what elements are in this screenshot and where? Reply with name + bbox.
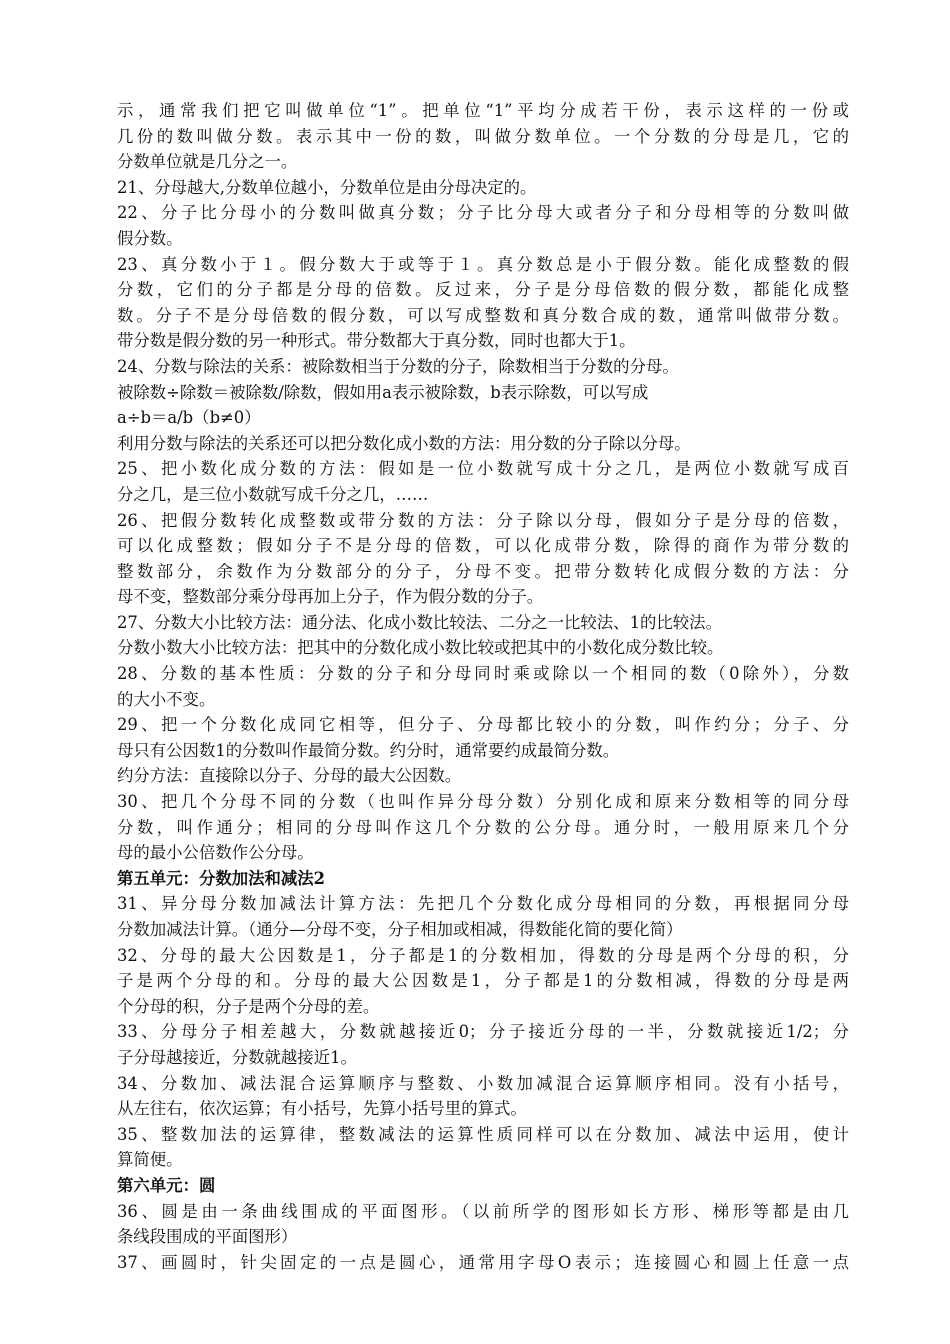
text-line: 24、分数与除法的关系：被除数相当于分数的分子，除数相当于分数的分母。 (117, 356, 679, 376)
text-line: 被除数÷除数＝被除数/除数，假如用a表示被除数，b表示除数，可以写成 (117, 382, 649, 402)
text-line: 35、整数加法的运算律，整数减法的运算性质同样可以在分数加、减法中运用，使计 (117, 1124, 849, 1144)
section-heading: 第五单元：分数加法和减法2 (117, 868, 326, 888)
text-line: 带分数是假分数的另一种形式。带分数都大于真分数，同时也都大于1。 (117, 331, 636, 351)
text-line: 29、把一个分数化成同它相等，但分子、分母都比较小的分数，叫作约分；分子、分 (117, 715, 849, 735)
text-line: 37、画圆时，针尖固定的一点是圆心，通常用字母O表示；连接圆心和圆上任意一点 (117, 1252, 849, 1272)
text-line: 21、分母越大,分数单位越小，分数单位是由分母决定的。 (117, 177, 537, 197)
text-line: 整数部分，余数作为分数部分的分子，分母不变。把带分数转化成假分数的方法：分 (117, 561, 849, 581)
text-line: 分数小数大小比较方法：把其中的分数化成小数比较或把其中的小数化成分数比较。 (117, 638, 724, 658)
text-line: 子分母越接近，分数就越接近1。 (117, 1047, 357, 1067)
text-line: 32、分母的最大公因数是1，分子都是1的分数相加，得数的分母是两个分母的积，分 (117, 945, 849, 965)
text-line: 23、真分数小于１。假分数大于或等于１。真分数总是小于假分数。能化成整数的假 (117, 254, 849, 274)
text-line: 分数，叫作通分；相同的分母叫作这几个分数的公分母。通分时，一般用原来几个分 (117, 817, 849, 837)
text-line: 34、分数加、减法混合运算顺序与整数、小数加减混合运算顺序相同。没有小括号， (117, 1073, 849, 1093)
text-line: 28、分数的基本性质：分数的分子和分母同时乘或除以一个相同的数（0除外），分数 (117, 664, 849, 684)
text-line: 33、分母分子相差越大，分数就越接近0；分子接近分母的一半，分数就接近1/2；分 (117, 1022, 849, 1042)
text-line: 分之几，是三位小数就写成千分之几，…… (117, 484, 429, 504)
text-line: 母的最小公倍数作公分母。 (117, 843, 314, 863)
text-line: 27、分数大小比较方法：通分法、化成小数比较法、二分之一比较法、1的比较法。 (117, 612, 722, 632)
text-line: 分数单位就是几分之一。 (117, 152, 298, 172)
text-line: a÷b＝a/b（b≠0） (117, 408, 261, 428)
text-line: 可以化成整数；假如分子不是分母的倍数，可以化成带分数，除得的商作为带分数的 (117, 536, 849, 556)
text-line: 个分母的积，分子是两个分母的差。 (117, 996, 380, 1016)
text-line: 假分数。 (117, 228, 183, 248)
text-line: 母只有公因数1的分数叫作最简分数。约分时，通常要约成最简分数。 (117, 740, 620, 760)
text-line: 母不变，整数部分乘分母再加上分子，作为假分数的分子。 (117, 587, 544, 607)
text-line: 分数，它们的分子都是分母的倍数。反过来，分子是分母倍数的假分数，都能化成整 (117, 280, 849, 300)
text-line: 条线段围成的平面图形） (117, 1227, 298, 1247)
text-line: 25、把小数化成分数的方法：假如是一位小数就写成十分之几，是两位小数就写成百 (117, 459, 849, 479)
text-line: 分数加减法计算。（通分—分母不变，分子相加或相减，得数能化简的要化简） (117, 920, 683, 939)
text-line: 子是两个分母的和。分母的最大公因数是1，分子都是1的分数相减，得数的分母是两 (117, 971, 849, 991)
text-line: 算简便。 (117, 1150, 183, 1170)
text-line: 利用分数与除法的关系还可以把分数化成小数的方法：用分数的分子除以分母。 (117, 433, 691, 453)
text-line: 36、圆是由一条曲线围成的平面图形。（以前所学的图形如长方形、梯形等都是由几 (117, 1201, 849, 1221)
text-line: 31、异分母分数加减法计算方法：先把几个分数化成分母相同的分数，再根据同分母 (117, 894, 849, 914)
section-heading: 第六单元：圆 (117, 1175, 216, 1195)
text-line: 的大小不变。 (117, 689, 216, 709)
text-line: 示，通常我们把它叫做单位“1”。把单位“1”平均分成若干份，表示这样的一份或 (117, 101, 849, 120)
text-line: 26、把假分数转化成整数或带分数的方法：分子除以分母，假如分子是分母的倍数， (117, 510, 849, 530)
text-line: 从左往右，依次运算；有小括号，先算小括号里的算式。 (117, 1099, 527, 1119)
text-line: 30、把几个分母不同的分数（也叫作异分母分数）分别化成和原来分数相等的同分母 (117, 792, 849, 812)
text-line: 约分方法：直接除以分子、分母的最大公因数。 (117, 766, 462, 786)
document-page (117, 98, 849, 1275)
text-line: 22、分子比分母小的分数叫做真分数；分子比分母大或者分子和分母相等的分数叫做 (117, 203, 849, 223)
text-line: 数。分子不是分母倍数的假分数，可以写成整数和真分数合成的数，通常叫做带分数。 (117, 305, 849, 325)
text-line: 几份的数叫做分数。表示其中一份的数，叫做分数单位。一个分数的分母是几，它的 (117, 126, 849, 146)
